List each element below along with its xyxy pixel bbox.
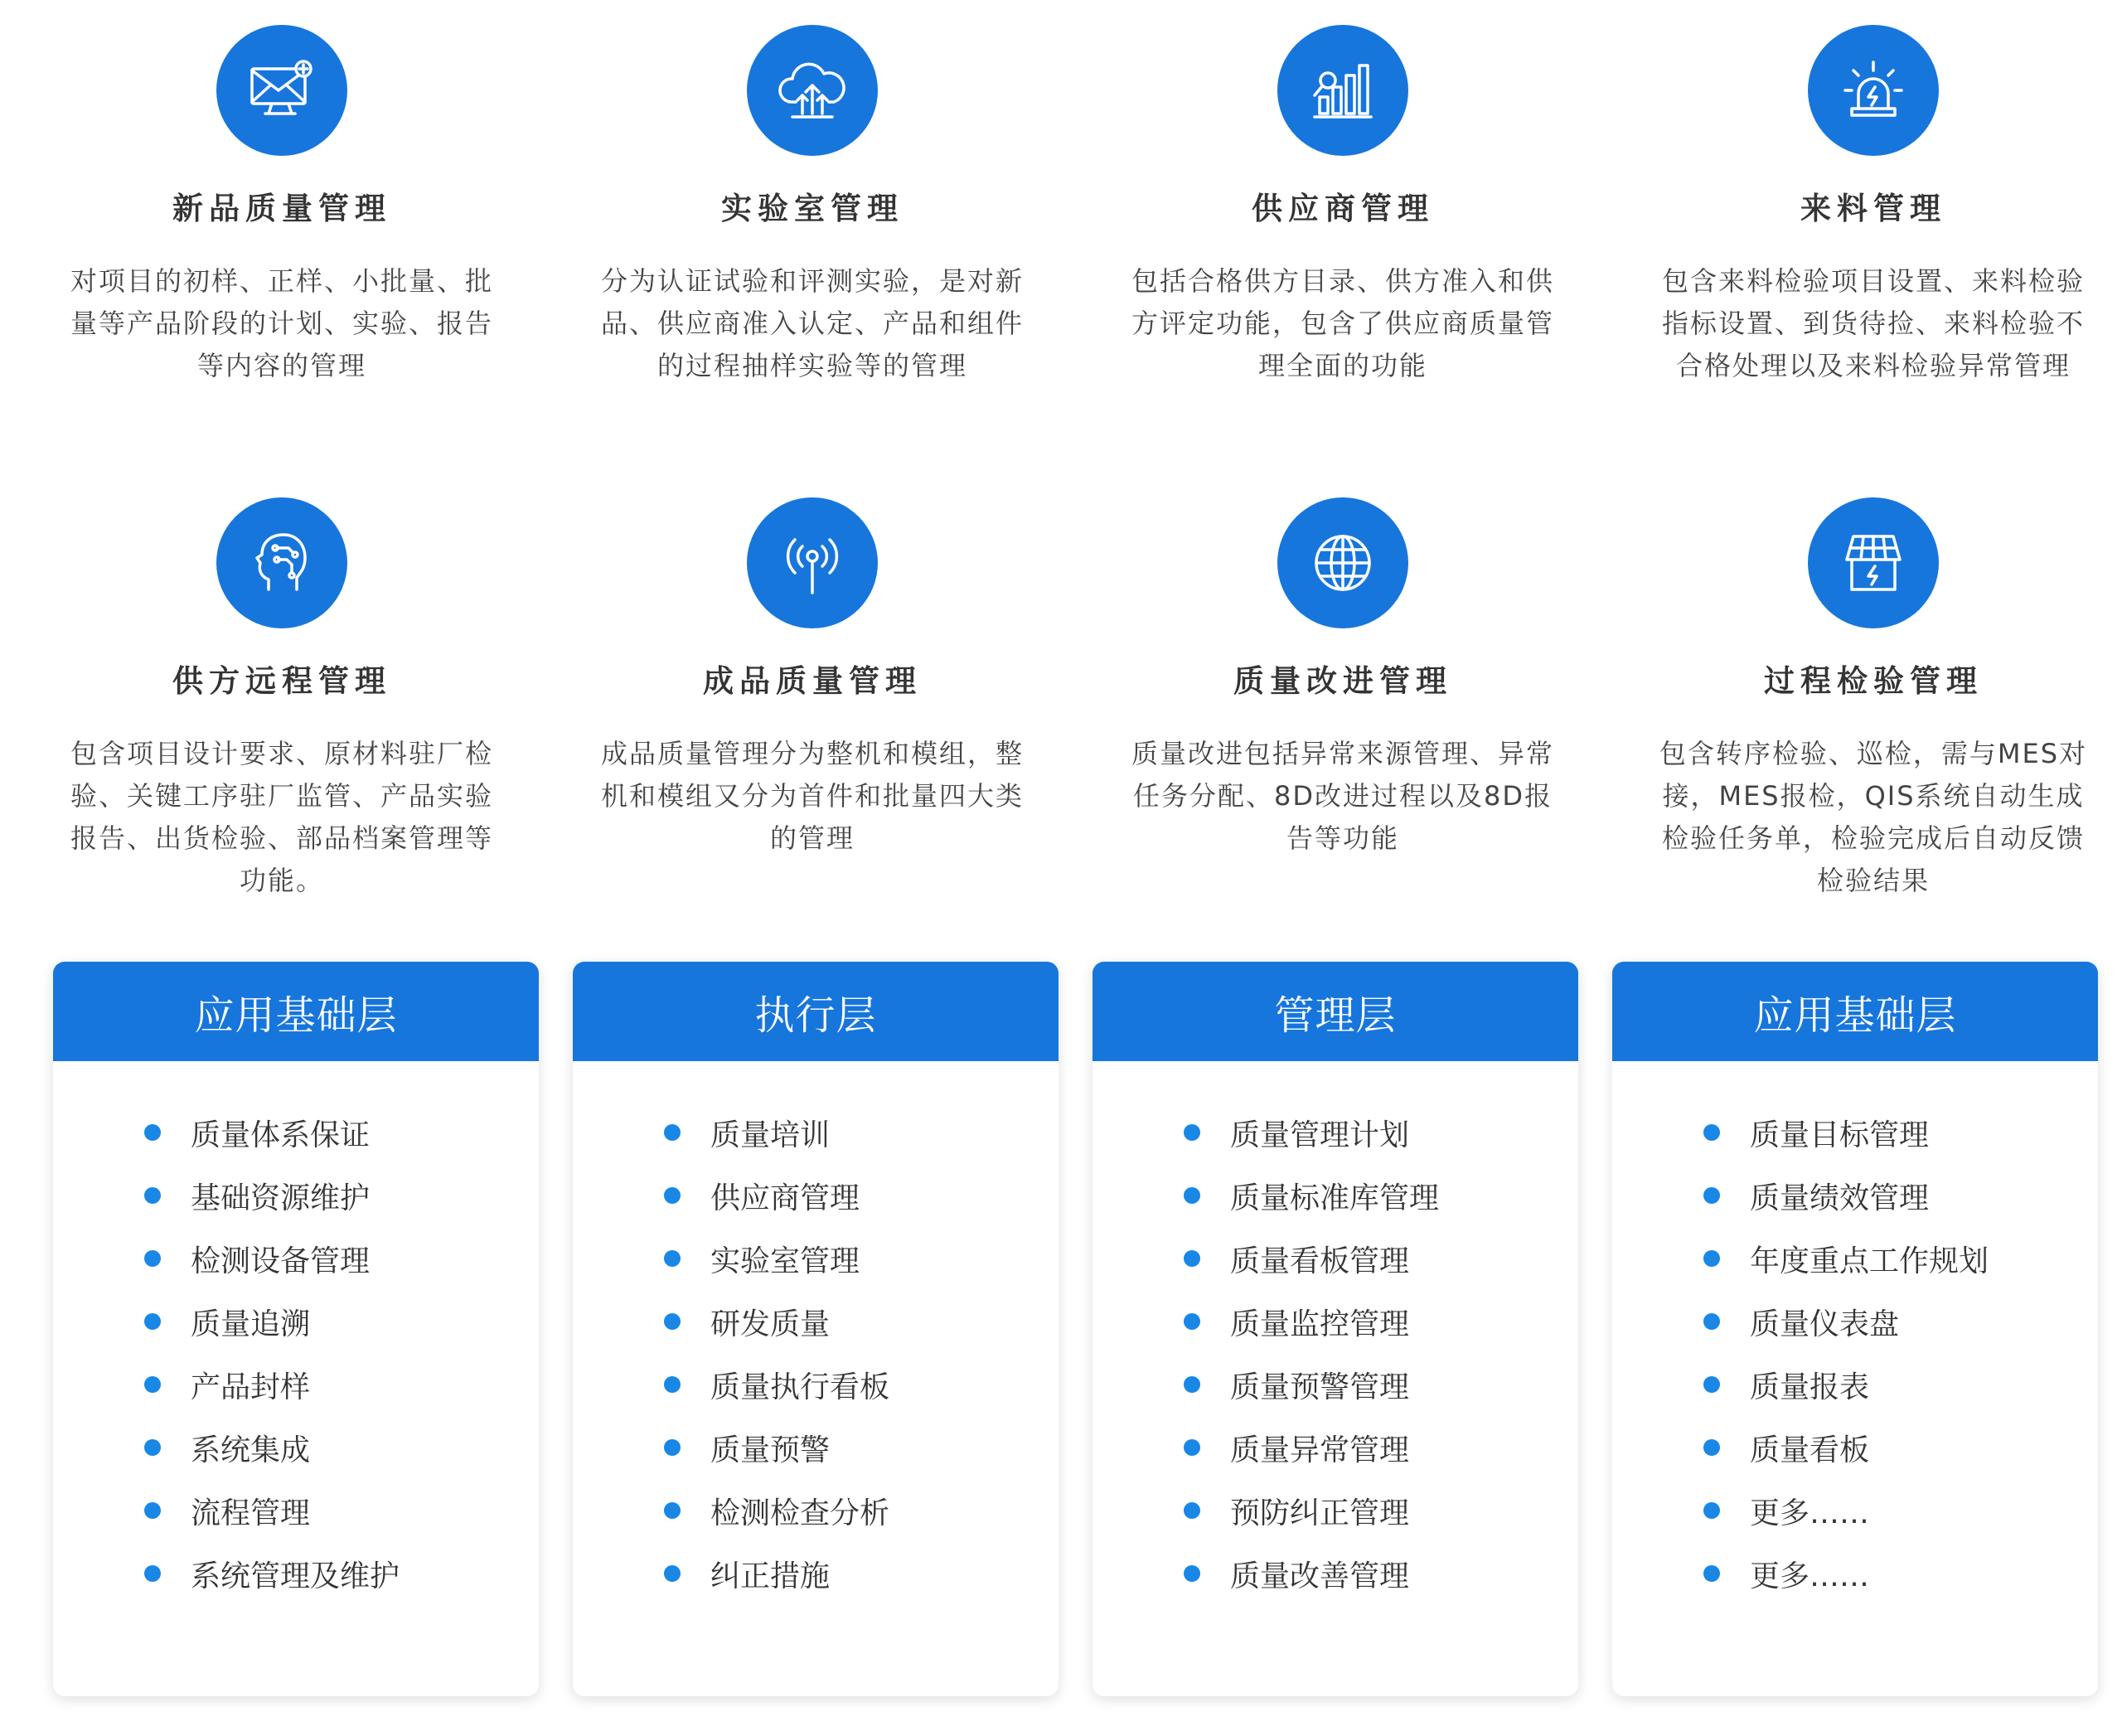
feature-title: 供应商管理 (1252, 191, 1434, 226)
feature-title: 成品质量管理 (703, 663, 922, 699)
feature-finished-product (580, 497, 1044, 860)
more-link[interactable]: 更多…… (1750, 1559, 1870, 1593)
card-item-list (53, 1061, 539, 1605)
list-item-label: 检测设备管理 (191, 1244, 371, 1278)
feature-incoming-material (1641, 25, 2105, 387)
list-item-label: 产品封样 (191, 1370, 311, 1404)
feature-description: 包含项目设计要求、原材料驻厂检验、关键工序驻厂监管、产品实验报告、出货检验、部品档案管理等功能。 (70, 738, 493, 896)
list-item (1703, 1290, 2098, 1353)
list-item (144, 1227, 539, 1290)
bullet-dot-icon (1703, 1250, 1720, 1267)
bullet-dot-icon (664, 1313, 681, 1330)
list-item (1184, 1227, 1578, 1290)
list-item-label: 质量看板 (1750, 1433, 1870, 1467)
list-item (144, 1353, 539, 1416)
feature-description: 成品质量管理分为整机和模组，整机和模组又分为首件和批量四大类的管理 (600, 738, 1024, 854)
list-item-label: 质量绩效管理 (1750, 1181, 1930, 1215)
feature-title: 来料管理 (1800, 191, 1946, 226)
list-item (664, 1101, 1059, 1164)
list-item (664, 1290, 1059, 1353)
list-item-label: 质量追溯 (191, 1307, 311, 1341)
card-item-list (573, 1061, 1059, 1605)
list-item-label: 质量管理计划 (1230, 1118, 1410, 1152)
list-item (1703, 1101, 2098, 1164)
layer-card-application-base (53, 962, 539, 1696)
list-item[interactable] (1703, 1479, 2098, 1542)
list-item-label: 质量执行看板 (710, 1370, 890, 1404)
list-item (664, 1416, 1059, 1479)
list-item (1184, 1479, 1578, 1542)
bullet-dot-icon (1703, 1124, 1720, 1141)
list-item-label: 预防纠正管理 (1230, 1496, 1410, 1530)
card-title: 执行层 (573, 962, 1059, 1061)
feature-description: 质量改进包括异常来源管理、异常任务分配、8D改进过程以及8D报告等功能 (1131, 738, 1554, 854)
feature-process-inspection (1641, 497, 2105, 902)
list-item (1184, 1164, 1578, 1227)
list-item (1703, 1227, 2098, 1290)
feature-title: 过程检验管理 (1764, 663, 1983, 699)
feature-title: 实验室管理 (721, 191, 904, 226)
email-monitor-icon (216, 25, 347, 156)
list-item (1184, 1353, 1578, 1416)
list-item (144, 1164, 539, 1227)
feature-quality-improvement (1111, 497, 1575, 860)
bullet-dot-icon (1184, 1313, 1200, 1330)
list-item-label: 基础资源维护 (191, 1181, 371, 1215)
list-item-label: 流程管理 (191, 1496, 311, 1530)
list-item-label: 质量报表 (1750, 1370, 1870, 1404)
list-item-label: 年度重点工作规划 (1750, 1244, 1989, 1278)
list-item-label: 纠正措施 (710, 1559, 831, 1593)
list-item (1703, 1353, 2098, 1416)
bullet-dot-icon (1184, 1502, 1200, 1519)
list-item (664, 1479, 1059, 1542)
feature-supplier-management (1111, 25, 1575, 387)
more-link[interactable]: 更多…… (1750, 1496, 1870, 1530)
list-item (144, 1416, 539, 1479)
feature-description: 分为认证试验和评测实验，是对新品、供应商准入认定、产品和组件的过程抽样实验等的管理 (600, 265, 1024, 381)
bullet-dot-icon (1184, 1439, 1200, 1456)
feature-description: 对项目的初样、正样、小批量、批量等产品阶段的计划、实验、报告等内容的管理 (70, 265, 493, 381)
list-item (1703, 1416, 2098, 1479)
list-item-label: 实验室管理 (710, 1244, 860, 1278)
list-item (664, 1353, 1059, 1416)
layer-cards (0, 962, 2122, 1708)
bullet-dot-icon (1184, 1187, 1200, 1204)
list-item (664, 1227, 1059, 1290)
list-item-label: 质量监控管理 (1230, 1307, 1410, 1341)
card-title: 应用基础层 (53, 962, 539, 1061)
bullet-dot-icon (664, 1439, 681, 1456)
solar-panel-icon (1808, 497, 1939, 628)
bullet-dot-icon (1184, 1565, 1200, 1582)
bar-chart-icon (1277, 25, 1408, 156)
bullet-dot-icon (664, 1250, 681, 1267)
feature-remote-supplier (50, 497, 514, 902)
bullet-dot-icon (1184, 1124, 1200, 1141)
feature-title: 供方远程管理 (172, 663, 391, 699)
bullet-dot-icon (144, 1250, 161, 1267)
bullet-dot-icon (144, 1376, 161, 1393)
bullet-dot-icon (144, 1313, 161, 1330)
bullet-dot-icon (1703, 1376, 1720, 1393)
list-item-label: 质量目标管理 (1750, 1118, 1930, 1152)
bullet-dot-icon (144, 1439, 161, 1456)
feature-title: 新品质量管理 (172, 191, 391, 226)
bullet-dot-icon (144, 1565, 161, 1582)
bullet-dot-icon (144, 1124, 161, 1141)
list-item-label: 质量培训 (710, 1118, 831, 1152)
list-item (1184, 1290, 1578, 1353)
list-item-label: 质量看板管理 (1230, 1244, 1410, 1278)
bullet-dot-icon (1184, 1250, 1200, 1267)
list-item (144, 1290, 539, 1353)
list-item (664, 1542, 1059, 1605)
list-item-label: 研发质量 (710, 1307, 831, 1341)
feature-lab-management (580, 25, 1044, 387)
card-item-list (1092, 1061, 1578, 1605)
bullet-dot-icon (1703, 1565, 1720, 1582)
bullet-dot-icon (144, 1502, 161, 1519)
feature-description: 包含来料检验项目设置、来料检验指标设置、到货待捡、来料检验不合格处理以及来料检验异常管理 (1661, 265, 2085, 381)
layer-card-execution (573, 962, 1059, 1696)
bullet-dot-icon (664, 1187, 681, 1204)
bullet-dot-icon (664, 1565, 681, 1582)
card-item-list (1612, 1061, 2098, 1605)
list-item (664, 1164, 1059, 1227)
layer-card-application-base-2 (1612, 962, 2098, 1696)
bullet-dot-icon (1703, 1502, 1720, 1519)
bullet-dot-icon (664, 1502, 681, 1519)
list-item (144, 1479, 539, 1542)
list-item (1184, 1101, 1578, 1164)
bullet-dot-icon (664, 1376, 681, 1393)
list-item-label: 质量改善管理 (1230, 1559, 1410, 1593)
layer-card-management (1092, 962, 1578, 1696)
list-item (1184, 1542, 1578, 1605)
ai-head-icon (216, 497, 347, 628)
card-title: 应用基础层 (1612, 962, 2098, 1061)
list-item[interactable] (1703, 1542, 2098, 1605)
list-item (144, 1542, 539, 1605)
bullet-dot-icon (1184, 1376, 1200, 1393)
alarm-light-icon (1808, 25, 1939, 156)
list-item-label: 质量体系保证 (191, 1118, 371, 1152)
list-item-label: 质量预警管理 (1230, 1370, 1410, 1404)
list-item (1184, 1416, 1578, 1479)
bullet-dot-icon (1703, 1313, 1720, 1330)
globe-icon (1277, 497, 1408, 628)
feature-description: 包括合格供方目录、供方准入和供方评定功能，包含了供应商质量管理全面的功能 (1131, 265, 1554, 381)
feature-new-product-quality (50, 25, 514, 387)
list-item (1703, 1164, 2098, 1227)
list-item-label: 质量预警 (710, 1433, 831, 1467)
cloud-upload-icon (747, 25, 878, 156)
bullet-dot-icon (1703, 1187, 1720, 1204)
bullet-dot-icon (1703, 1439, 1720, 1456)
list-item-label: 系统管理及维护 (191, 1559, 400, 1593)
list-item-label: 质量仪表盘 (1750, 1307, 1900, 1341)
list-item-label: 质量标准库管理 (1230, 1181, 1440, 1215)
bullet-dot-icon (664, 1124, 681, 1141)
signal-antenna-icon (747, 497, 878, 628)
list-item-label: 质量异常管理 (1230, 1433, 1410, 1467)
list-item-label: 供应商管理 (710, 1181, 860, 1215)
list-item-label: 系统集成 (191, 1433, 311, 1467)
list-item (144, 1101, 539, 1164)
feature-title: 质量改进管理 (1233, 663, 1452, 699)
list-item-label: 检测检查分析 (710, 1496, 890, 1530)
bullet-dot-icon (144, 1187, 161, 1204)
feature-description: 包含转序检验、巡检，需与MES对接，MES报检，QIS系统自动生成检验任务单，检验完成后自动反馈检验结果 (1659, 738, 2088, 896)
card-title: 管理层 (1092, 962, 1578, 1061)
